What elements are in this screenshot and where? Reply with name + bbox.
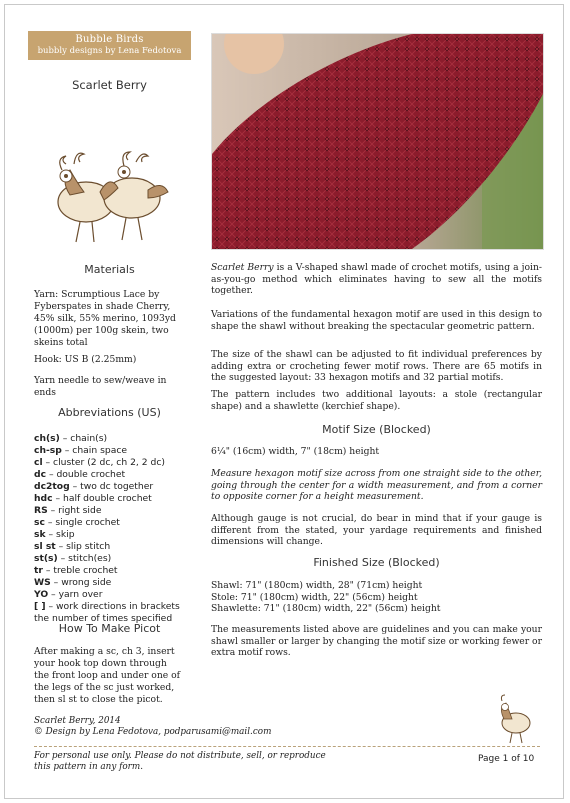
finished-size-shawl: Shawl: 71" (180cm) width, 28" (71cm) height — [211, 580, 423, 591]
finished-size-title: Finished Size (Blocked) — [313, 556, 440, 569]
picot-text — [34, 646, 194, 706]
abbr-item: ch-sp – chain space — [34, 445, 128, 456]
materials-needle-line: Yarn needle to sew/weave in — [34, 375, 167, 386]
abbr-item: [ ] – work directions in brackets — [34, 601, 180, 612]
footer-divider — [34, 746, 540, 747]
picot-line: the front loop and under one of — [34, 670, 181, 681]
abbr-item: WS – wrong side — [34, 577, 112, 588]
abbr-item: sc – single crochet — [34, 517, 120, 528]
abbr-item: hdc – half double crochet — [34, 493, 152, 504]
materials-title: Materials — [84, 263, 135, 276]
motif-size-value: 6¼" (16cm) width, 7" (18cm) height — [211, 446, 380, 457]
intro-p3: The size of the shawl can be adjusted to fit individual preferences by adding extra or crocheting fewer motif rows. There are 65 motifs in the suggested layout: 33 hexagon motifs and 32 partial motifs. — [211, 349, 542, 383]
finished-size-list — [211, 580, 542, 615]
intro-p1-text: is a V-shaped shawl made of crochet motifs, using a join-as-you-go method which eliminates having to sew all the motifs together. — [211, 262, 542, 296]
abbr-item: st(s) – stitch(es) — [34, 553, 112, 564]
intro-p4: The pattern includes two additional layouts: a stole (rectangular shape) and a shawlette (kerchief shape). — [211, 389, 542, 412]
abbr-item: sl st – slip stitch — [34, 541, 111, 552]
gauge-note: Although gauge is not crucial, do bear in mind that if your gauge is different from the stated, your yardage requirements and finished dimensions will change. — [211, 513, 542, 547]
materials-yarn-line: Yarn: Scrumptious Lace by — [34, 289, 160, 300]
abbr-last-line: the number of times specified — [34, 613, 173, 624]
materials-yarn-line: 45% silk, 55% merino, 1093yd — [34, 313, 176, 324]
pattern-name: Scarlet Berry — [72, 78, 147, 92]
materials-needle — [34, 375, 194, 399]
abbr-item: YO – yarn over — [34, 589, 103, 600]
size-guideline: The measurements listed above are guidelines and you can make your shawl smaller or larger by changing the motif size or working fewer or extra motif rows. — [211, 624, 542, 658]
abbr-item: RS – right side — [34, 505, 102, 516]
materials-needle-line: ends — [34, 387, 56, 398]
materials-yarn-line: Fyberspates in shade Cherry, — [34, 301, 171, 312]
materials-yarn-line: (1000m) per 100g skein, two — [34, 325, 169, 336]
bird-icon — [490, 693, 542, 745]
finished-size-shawlette: Shawlette: 71" (180cm) width, 22" (56cm) height — [211, 603, 441, 614]
copyright — [34, 716, 271, 738]
abbreviations-title: Abbreviations (US) — [58, 406, 161, 419]
usage-notice — [34, 751, 394, 773]
picot-title: How To Make Picot — [58, 622, 161, 635]
abbr-item: ch(s) – chain(s) — [34, 433, 108, 444]
page-number: Page 1 of 10 — [478, 754, 535, 764]
picot-line: then sl st to close the picot. — [34, 694, 163, 705]
intro-p2: Variations of the fundamental hexagon motif are used in this design to shape the shawl without breaking the spectacular geometric pattern. — [211, 309, 542, 332]
usage-notice-line: this pattern in any form. — [34, 762, 143, 772]
copyright-line: © Design by Lena Fedotova, podparusami@mail.com — [34, 727, 272, 737]
picot-line: After making a sc, ch 3, insert — [34, 646, 175, 657]
shawl-photo — [211, 33, 544, 250]
picot-line: the legs of the sc just worked, — [34, 682, 175, 693]
abbr-item: cl – cluster (2 dc, ch 2, 2 dc) — [34, 457, 165, 468]
materials-yarn — [34, 289, 194, 349]
picot-line: your hook top down through — [34, 658, 167, 669]
motif-size-title: Motif Size (Blocked) — [322, 423, 431, 436]
motif-measure-note: Measure hexagon motif size across from one straight side to the other, going through the center for a width measurement, and from a corner to opposite corner for a height measurement. — [211, 468, 542, 502]
abbr-item: sk – skip — [34, 529, 75, 540]
brand-subtitle: bubbly designs by Lena Fedotova — [37, 46, 182, 56]
abbreviations-list — [34, 433, 194, 625]
materials-hook: Hook: US B (2.25mm) — [34, 354, 137, 365]
usage-notice-line: For personal use only. Please do not distribute, sell, or reproduce — [34, 751, 326, 761]
copyright-line: Scarlet Berry, 2014 — [34, 716, 121, 726]
brand-title: Bubble Birds — [75, 34, 144, 45]
intro-pattern-name: Scarlet Berry — [211, 262, 274, 273]
intro-p1 — [211, 262, 542, 297]
abbr-item: dc – double crochet — [34, 469, 126, 480]
abbr-item: tr – treble crochet — [34, 565, 118, 576]
materials-yarn-line: skeins total — [34, 337, 88, 348]
finished-size-stole: Stole: 71" (180cm) width, 22" (56cm) height — [211, 591, 418, 603]
two-birds-illustration — [40, 140, 180, 250]
abbr-item: dc2tog – two dc together — [34, 481, 154, 492]
brand-header — [28, 31, 191, 60]
